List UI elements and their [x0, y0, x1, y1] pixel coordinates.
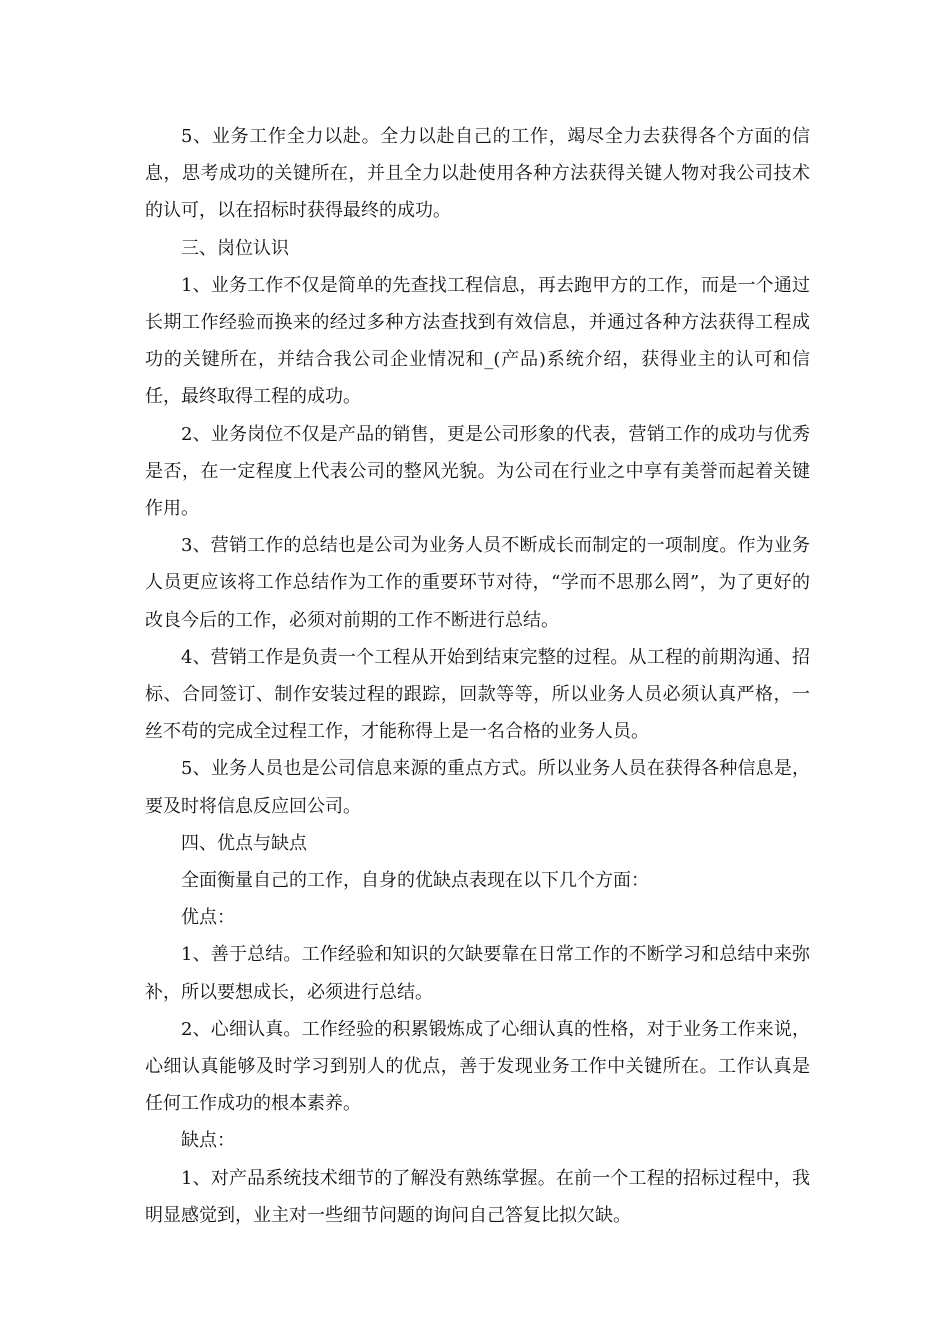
paragraph: 2、心细认真。工作经验的积累锻炼成了心细认真的性格，对于业务工作来说，心细认真能够及时学习到别人的优点，善于发现业务工作中关键所在。工作认真是任何工作成功的根本素养。 — [145, 1018, 810, 1115]
paragraph: 1、对产品系统技术细节的了解没有熟练掌握。在前一个工程的招标过程中，我明显感觉到，业主对一些细节问题的询问自己答复比拟欠缺。 — [145, 1167, 810, 1226]
paragraph: 1、业务工作不仅是简单的先查找工程信息，再去跑甲方的工作，而是一个通过长期工作经验而换来的经过多种方法查找到有效信息，并通过各种方法获得工程成功的关键所在，并结合我公司企业情况和_(产品)系统介绍，获得业主的认可和信任，最终取得工程的成功。 — [145, 274, 810, 408]
paragraph: 4、营销工作是负责一个工程从开始到结束完整的过程。从工程的前期沟通、招标、合同签订、制作安装过程的跟踪，回款等等，所以业务人员必须认真严格，一丝不苟的完成全过程工作，才能称得上是一名合格的业务人员。 — [145, 646, 810, 743]
subheading: 优点： — [181, 907, 235, 929]
section-heading: 四、优点与缺点 — [181, 832, 307, 854]
document-body — [145, 118, 810, 1234]
paragraph: 全面衡量自己的工作，自身的优缺点表现在以下几个方面： — [181, 870, 649, 892]
paragraph: 5、业务工作全力以赴。全力以赴自己的工作，竭尽全力去获得各个方面的信息，思考成功的关键所在，并且全力以赴使用各种方法获得关键人物对我公司技术的认可，以在招标时获得最终的成功。 — [145, 126, 810, 222]
section-heading: 三、岗位认识 — [181, 237, 289, 259]
subheading: 缺点： — [181, 1130, 235, 1152]
paragraph: 1、善于总结。工作经验和知识的欠缺要靠在日常工作的不断学习和总结中来弥补，所以要想成长，必须进行总结。 — [145, 944, 810, 1003]
paragraph: 5、业务人员也是公司信息来源的重点方式。所以业务人员在获得各种信息是，要及时将信息反应回公司。 — [145, 758, 810, 817]
paragraph: 3、营销工作的总结也是公司为业务人员不断成长而制定的一项制度。作为业务人员更应该将工作总结作为工作的重要环节对待，“学而不思那么罔”，为了更好的改良今后的工作，必须对前期的工作不断进行总结。 — [145, 535, 810, 631]
paragraph: 2、业务岗位不仅是产品的销售，更是公司形象的代表，营销工作的成功与优秀是否，在一定程度上代表公司的整风光貌。为公司在行业之中享有美誉而起着关键作用。 — [145, 423, 810, 520]
